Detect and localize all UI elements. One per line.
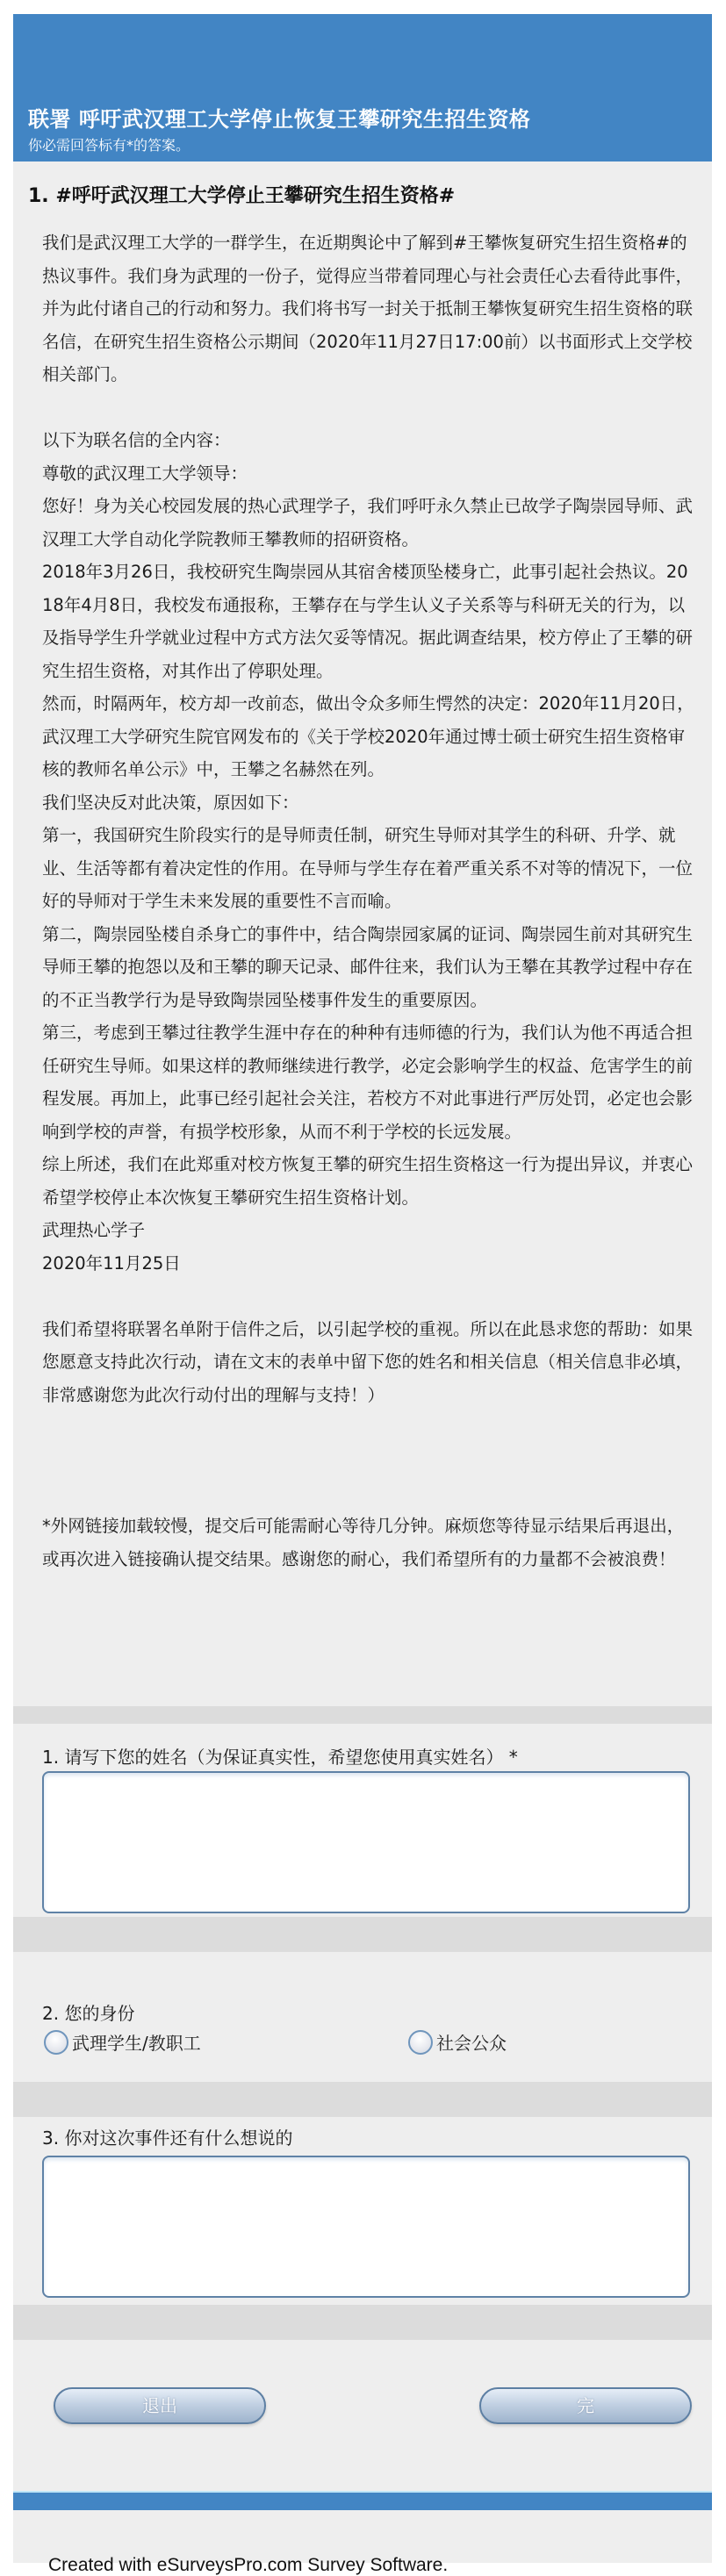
letter-paragraph: 第三，考虑到王攀过往教学生涯中存在的种种有违师德的行为，我们认为他不再适合担任研究生导师。如果这样的教师继续进行教学，必定会影响学生的权益、危害学生的前程发展。再加上，此事已经引起社会关注，若校方不对此事进行严厉处罚，必定也会影响到学校的声誉，有损学校形象，从而不利于学校的长远发展。 [42, 1023, 694, 1142]
exit-button[interactable]: 退出 [54, 2387, 266, 2424]
footer-bar [13, 2493, 712, 2510]
question-label: 1. 请写下您的姓名（为保证真实性，希望您使用真实姓名） * [42, 1747, 518, 1768]
section-divider [13, 1706, 712, 1724]
finish-button[interactable]: 完 [479, 2387, 692, 2424]
loading-note: *外网链接加载较慢，提交后可能需耐心等待几分钟。麻烦您等待显示结果后再退出，或再次进入链接确认提交结果。感谢您的耐心，我们希望所有的力量都不会被浪费！ [42, 1516, 685, 1569]
section-divider [13, 2305, 712, 2340]
question-label: 3. 你对这次事件还有什么想说的 [42, 2128, 293, 2149]
comments-textarea[interactable] [42, 2156, 690, 2298]
radio-option-student-staff[interactable] [44, 2029, 201, 2055]
survey-header [13, 14, 712, 161]
letter-paragraph: 我们坚决反对此决策，原因如下： [42, 792, 299, 813]
letter-paragraph: 第一，我国研究生阶段实行的是导师责任制，研究生导师对其学生的科研、升学、就业、生活等都有着决定性的作用。在导师与学生存在着严重关系不对等的情况下，一位好的导师对于学生未来发展的重要性不言而喻。 [42, 825, 694, 911]
letter-paragraph: 然而，时隔两年，校方却一改前态，做出令众多师生愕然的决定：2020年11月20日，武汉理工大学研究生院官网发布的《关于学校2020年通过博士硕士研究生招生资格审核的教师名单公示》中，王攀之名赫然在列。 [42, 693, 694, 779]
section-divider [13, 2082, 712, 2117]
required-note: 你必需回答标有*的答案。 [28, 137, 190, 154]
letter-paragraph: 第二，陶崇园坠楼自杀身亡的事件中，结合陶崇园家属的证词、陶崇园生前对其研究生导师王攀的抱怨以及和王攀的聊天记录、邮件往来，我们认为王攀在其教学过程中存在的不正当教学行为是导致陶崇园坠楼事件发生的重要原因。 [42, 923, 694, 1010]
radio-label: 武理学生/教职工 [72, 2033, 201, 2054]
radio-label: 社会公众 [436, 2033, 507, 2054]
name-textarea[interactable] [42, 1771, 690, 1913]
letter-signature: 武理热心学子 [42, 1220, 146, 1240]
intro-body [42, 226, 699, 1575]
letter-paragraph: 2018年3月26日，我校研究生陶崇园从其宿舍楼顶坠楼身亡，此事引起社会热议。2018年4月8日，我校发布通报称，王攀存在与学生认义子关系等与科研无关的行为，以及指导学生升学就业过程中方式方法欠妥等情况。据此调查结果，校方停止了王攀的研究生招生资格，对其作出了停职处理。 [42, 562, 694, 681]
radio-button[interactable] [44, 2030, 68, 2055]
question-name [13, 1724, 712, 1917]
intro-section [13, 161, 712, 1704]
intro-heading: 1. #呼吁武汉理工大学停止王攀研究生招生资格# [28, 185, 456, 207]
survey-title: 联署 呼吁武汉理工大学停止恢复王攀研究生招生资格 [28, 107, 531, 132]
letter-intro: 以下为联名信的全内容： [42, 430, 231, 450]
letter-paragraph: 您好！身为关心校园发展的热心武理学子，我们呼吁永久禁止已故学子陶崇园导师、武汉理工大学自动化学院教师王攀教师的招研资格。 [42, 496, 694, 549]
intro-paragraph: 我们是武汉理工大学的一群学生，在近期舆论中了解到#王攀恢复研究生招生资格#的热议事件。我们身为武理的一份子，觉得应当带着同理心与社会责任心去看待此事件，并为此付诸自己的行动和努力。我们将书写一封关于抵制王攀恢复研究生招生资格的联名信，在研究生招生资格公示期间（2020年11月27日17:00前）以书面形式上交学校相关部门。 [42, 233, 694, 384]
letter-salutation: 尊敬的武汉理工大学领导： [42, 463, 248, 484]
question-label: 2. 您的身份 [42, 2003, 135, 2024]
survey-page [13, 14, 712, 2575]
letter-date: 2020年11月25日 [42, 1252, 181, 1274]
letter-paragraph: 综上所述，我们在此郑重对校方恢复王攀的研究生招生资格这一行为提出异议，并衷心希望学校停止本次恢复王攀研究生招生资格计划。 [42, 1154, 694, 1208]
section-divider [13, 1917, 712, 1952]
radio-button[interactable] [408, 2030, 433, 2055]
footer-credit: Created with eSurveysPro.com Survey Software. [48, 2555, 449, 2575]
question-identity [13, 1952, 712, 2082]
request-paragraph: 我们希望将联署名单附于信件之后，以引起学校的重视。所以在此恳求您的帮助：如果您愿意支持此次行动，请在文末的表单中留下您的姓名和相关信息（相关信息非必填，非常感谢您为此次行动付出的理解与支持！） [42, 1318, 694, 1405]
question-comments [13, 2117, 712, 2305]
radio-option-public[interactable] [408, 2029, 507, 2055]
